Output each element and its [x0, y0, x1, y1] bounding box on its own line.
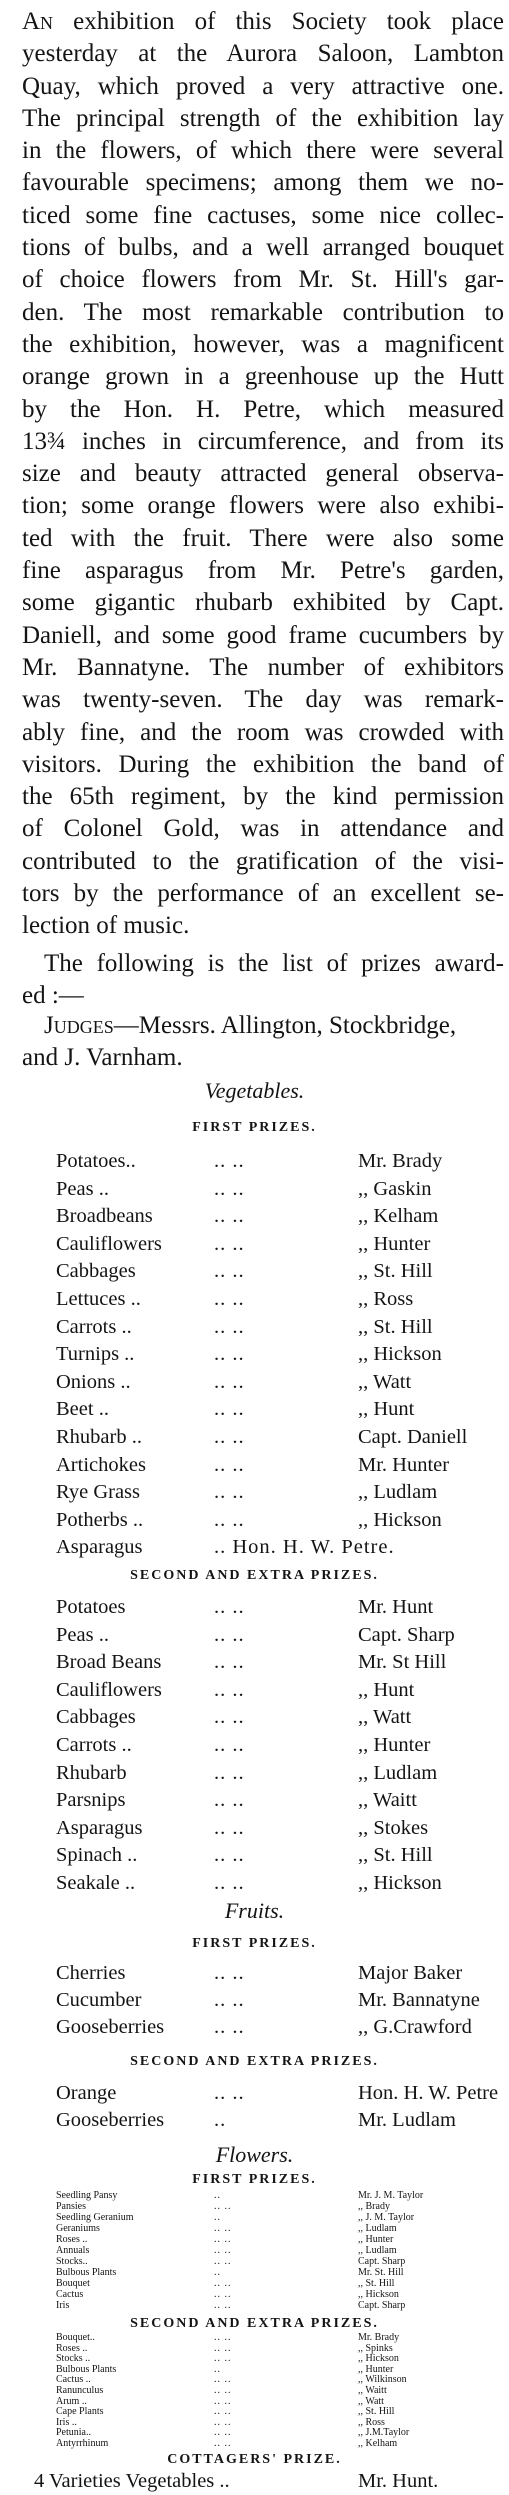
prize-winner: ,, Kelham: [358, 2438, 398, 2449]
leader-dots: .. ..: [214, 1596, 245, 1618]
prize-item: Artichokes: [56, 1453, 146, 1476]
prize-winner: ,, Gaskin: [358, 1177, 432, 1200]
leader-dots: .. ..: [214, 1989, 245, 2011]
prize-winner: ,, Hunt: [358, 1398, 415, 1421]
prize-item: Rhubarb ..: [56, 1426, 142, 1448]
prize-row: [0, 1452, 509, 1479]
prize-row: [0, 1396, 509, 1423]
prize-winner: ,, Ludlam: [358, 1481, 438, 1504]
prize-item: Onions ..: [56, 1370, 131, 1393]
leader-dots: .. ..: [214, 1508, 245, 1531]
intro-line: visitors. During the exhibition the band of: [22, 750, 504, 778]
prize-item: Antyrrhinum: [56, 2438, 109, 2449]
leader-dots: .. ..: [214, 2332, 232, 2343]
intro-line: tion; some orange flowers were also exhibi-: [22, 492, 504, 520]
leader-dots: .. ..: [214, 2082, 245, 2104]
prize-winner: ,, Hunter: [358, 1232, 431, 1255]
prize-row: [0, 1815, 509, 1842]
prize-winner: Mr. St. Hill: [358, 2267, 404, 2278]
prize-winner: ,, Ludlam: [358, 2245, 397, 2256]
cottagers-winner: Mr. Hunt.: [358, 2470, 439, 2492]
intro-line: ably fine, and the room was crowded with: [22, 718, 504, 746]
intro-line: tions of bulbs, and a well arranged bouquet: [22, 234, 504, 262]
prize-winner: ,, Hunter: [358, 2363, 394, 2375]
prize-winner: ,, Waitt: [358, 2385, 387, 2396]
prize-item: Stocks ..: [56, 2353, 91, 2365]
prize-row: [0, 2427, 509, 2438]
prize-winner: ,, Kelham: [358, 1205, 439, 1228]
prize-row: [0, 2353, 509, 2364]
leader-dots: .. ..: [214, 1426, 245, 1448]
prizes-intro-paragraph: [22, 948, 504, 1013]
cottagers-item: 4 Varieties Vegetables ..: [34, 2470, 230, 2492]
intro-line: fine asparagus from Mr. Petre's garden,: [22, 557, 504, 585]
prize-item: Potherbs ..: [56, 1508, 144, 1531]
prize-item: Orange: [56, 2082, 117, 2104]
prize-row: [0, 2343, 509, 2354]
prize-row: [0, 1341, 509, 1368]
intro-line-text: exhibition of this Society took place: [53, 8, 504, 35]
subhead-cottagers: COTTAGERS' PRIZE.: [167, 2452, 342, 2467]
prize-item: Seedling Geranium: [56, 2212, 134, 2223]
prize-winner: ,, Hunter: [358, 1734, 431, 1756]
prize-row: [0, 2289, 509, 2300]
prize-item: Cactus: [56, 2289, 84, 2300]
prize-winner: Mr. Hunter: [358, 1453, 450, 1476]
prize-row: [0, 1369, 509, 1396]
leader-dots: .. ..: [214, 2416, 232, 2428]
prize-row: [0, 1842, 509, 1869]
intro-line: the exhibition, however, was a magnificent: [22, 330, 504, 358]
prize-item: Bulbous Plants: [56, 2267, 117, 2278]
prize-row: [0, 1870, 509, 1897]
judges-line-2: and J. Varnham.: [22, 1044, 183, 1071]
leader-dots: ..: [214, 2267, 221, 2278]
prize-winner: Capt. Daniell: [358, 1426, 468, 1448]
intro-line: [22, 6, 504, 38]
judges-label: Judges: [44, 1012, 114, 1039]
subhead-flowers-extra: SECOND AND EXTRA PRIZES.: [130, 2316, 379, 2331]
prize-winner: ,, Ross: [358, 2416, 385, 2428]
prize-row: [0, 1314, 509, 1341]
prize-row: [0, 1424, 509, 1451]
prize-item: Cauliflowers: [56, 1678, 162, 1701]
prize-winner: Mr. Ludlam: [358, 2109, 456, 2131]
prize-row: [0, 2267, 509, 2278]
prize-winner: Capt. Sharp: [358, 2300, 406, 2311]
prize-winner: Mr. J. M. Taylor: [358, 2190, 424, 2201]
subhead-flowers-first: FIRST PRIZES.: [192, 2172, 317, 2187]
leader-dots: .. ..: [214, 1651, 245, 1674]
leader-dots: .. ..: [214, 1315, 245, 1338]
prize-winner: Mr. St Hill: [358, 1651, 447, 1674]
leader-dots: .. ..: [214, 2234, 232, 2245]
intro-paragraph: [22, 6, 504, 943]
prizes-intro-line: ed :—: [22, 982, 84, 1010]
prize-row: [0, 1479, 509, 1506]
leader-dots: .. ..: [214, 2438, 232, 2449]
prize-item: Cucumber: [56, 1989, 142, 2011]
prize-winner: Mr. Bannatyne: [358, 1989, 480, 2011]
prize-winner: ,, Waitt: [358, 1789, 417, 1812]
intro-line: lection of music.: [22, 912, 190, 940]
leader-dots: .. ..: [214, 2223, 232, 2234]
prize-winner: ,, Ross: [358, 1288, 414, 1310]
prize-winner: ,, St. Hill: [358, 1844, 433, 1867]
prize-winner: ,, Watt: [358, 1706, 412, 1729]
prize-row: [0, 2406, 509, 2417]
prize-row: [0, 2417, 509, 2428]
prize-item: Carrots ..: [56, 1315, 132, 1338]
intro-line: yesterday at the Aurora Saloon, Lambton: [22, 40, 504, 68]
prize-row: [0, 2256, 509, 2267]
prize-winner: ,, Hickson: [358, 1508, 442, 1531]
leader-dots: .. ..: [214, 2427, 232, 2439]
prize-item: Lettuces ..: [56, 1288, 141, 1310]
prize-winner: Capt. Sharp: [358, 1623, 455, 1646]
prize-item: Potatoes..: [56, 1150, 136, 1172]
prize-winner: ,, St. Hill: [358, 1260, 433, 1283]
prize-item: Rye Grass: [56, 1481, 141, 1504]
leader-dots: .. ..: [214, 2278, 232, 2289]
intro-line: size and beauty attracted general observa-: [22, 460, 504, 488]
prize-item: Cabbages: [56, 1260, 136, 1283]
prize-winner: ,, Hickson: [358, 2289, 399, 2300]
prizes-intro-line: The following is the list of prizes award-: [44, 950, 504, 977]
prize-item: Gooseberries: [56, 2109, 165, 2131]
intro-line: by the Hon. H. Petre, which measured: [22, 395, 504, 423]
prize-row: [0, 1176, 509, 1203]
prize-item: Peas ..: [56, 1623, 109, 1646]
prize-row: [0, 2080, 509, 2107]
leader-dots: .. ..: [214, 2385, 232, 2396]
prize-row: [0, 1507, 509, 1534]
cottagers-row: [0, 2468, 509, 2495]
prize-row: [0, 1534, 509, 1561]
prize-row: [0, 2332, 509, 2343]
prize-winner: ,, Hickson: [358, 1872, 442, 1894]
prize-winner: ,, St. Hill: [358, 2406, 395, 2418]
leader-dots: .. Hon. H. W. Petre.: [214, 1536, 395, 1559]
prize-row: [0, 1203, 509, 1230]
leader-dots: .. ..: [214, 1962, 245, 1984]
prize-winner: ,, St. Hill: [358, 2278, 395, 2289]
prize-item: Roses ..: [56, 2234, 88, 2245]
prize-winner: ,, Hickson: [358, 2353, 399, 2365]
prize-item: Geraniums: [56, 2223, 100, 2234]
prize-item: Annuals: [56, 2245, 90, 2256]
prize-item: Cherries: [56, 1962, 126, 1984]
leader-dots: .. ..: [214, 2201, 232, 2212]
prize-row: [0, 2190, 509, 2201]
prize-item: Cactus ..: [56, 2374, 91, 2386]
intro-line: of Colonel Gold, was in attendance and: [22, 815, 504, 843]
prize-item: Arum ..: [56, 2395, 87, 2407]
prize-row: [0, 1704, 509, 1731]
leader-dots: .. ..: [214, 1288, 245, 1310]
subhead-vegetables-extra: SECOND AND EXTRA PRIZES.: [130, 1568, 379, 1583]
prize-row: [0, 2212, 509, 2223]
prize-item: Pansies: [56, 2201, 86, 2212]
leader-dots: .. ..: [214, 1370, 245, 1393]
prize-item: Bouquet: [56, 2278, 90, 2289]
leader-dots: .. ..: [214, 1398, 245, 1421]
intro-line: The principal strength of the exhibition lay: [22, 104, 504, 132]
prize-item: Broadbeans: [56, 1205, 153, 1228]
intro-line: was twenty-seven. The day was remark-: [22, 686, 504, 714]
leader-dots: .. ..: [214, 1816, 245, 1839]
prize-row: [0, 1987, 509, 2014]
section-heading-vegetables: Vegetables.: [204, 1078, 305, 1103]
leader-dots: .. ..: [214, 1623, 245, 1646]
prize-winner: ,, Ludlam: [358, 2223, 397, 2234]
prize-row: [0, 2438, 509, 2449]
prize-item: Rhubarb: [56, 1761, 127, 1784]
prize-winner: Mr. Brady: [358, 2332, 400, 2343]
intro-line: tors by the performance of an excellent se-: [22, 880, 504, 908]
intro-line: contributed to the gratification of the visi-: [22, 847, 504, 875]
leader-dots: .. ..: [214, 1761, 245, 1784]
leader-dots: .. ..: [214, 1872, 245, 1894]
leader-dots: .. ..: [214, 2016, 245, 2038]
prize-row: [0, 1148, 509, 1175]
prize-item: Roses ..: [56, 2342, 88, 2354]
prize-item: Peas ..: [56, 1177, 109, 1200]
leader-dots: .. ..: [214, 1678, 245, 1701]
leader-dots: .. ..: [214, 2256, 232, 2267]
section-heading-flowers: Flowers.: [215, 2142, 294, 2167]
prize-item: Stocks..: [56, 2256, 88, 2267]
judges-line-1: [22, 1010, 504, 1042]
prize-winner: ,, Watt: [358, 2395, 384, 2407]
prize-row: [0, 2245, 509, 2256]
prize-winner: ,, Hickson: [358, 1343, 442, 1366]
subhead-fruits-extra: SECOND AND EXTRA PRIZES.: [130, 2054, 379, 2069]
prize-item: Turnips ..: [56, 1343, 135, 1366]
prize-item: Broad Beans: [56, 1651, 162, 1674]
leader-dots: .. ..: [214, 1150, 245, 1172]
leader-dots: .. ..: [214, 1453, 245, 1476]
prize-item: Asparagus: [56, 1816, 143, 1839]
leader-dots: .. ..: [214, 2342, 232, 2354]
intro-line: orange grown in a greenhouse up the Hutt: [22, 363, 504, 391]
prize-item: Bouquet..: [56, 2332, 95, 2343]
leader-dots: ..: [214, 2363, 221, 2375]
prize-row: [0, 1594, 509, 1621]
prize-item: Beet ..: [56, 1398, 109, 1421]
section-heading-fruits: Fruits.: [224, 1898, 285, 1923]
prize-item: Carrots ..: [56, 1734, 132, 1756]
prize-item: Iris ..: [56, 2416, 77, 2428]
prize-item: Petunia..: [56, 2427, 91, 2439]
judges-text-1: —Messrs. Allington, Stockbridge,: [113, 1012, 457, 1039]
prize-winner: Mr. Brady: [358, 1150, 443, 1172]
intro-line: of choice flowers from Mr. St. Hill's gar-: [22, 266, 504, 294]
intro-line: Quay, which proved a very attractive one.: [22, 72, 504, 100]
drop-word: An: [22, 8, 54, 35]
leader-dots: ..: [214, 2212, 221, 2223]
prize-item: Seedling Pansy: [56, 2190, 118, 2201]
prize-row: [0, 1649, 509, 1676]
leader-dots: .. ..: [214, 1343, 245, 1366]
prize-item: Asparagus: [56, 1536, 143, 1559]
prize-row: [0, 1960, 509, 1987]
prize-item: Ranunculus: [56, 2385, 104, 2396]
prize-item: Cape Plants: [56, 2406, 104, 2418]
leader-dots: .. ..: [214, 2245, 232, 2256]
prize-row: [0, 2278, 509, 2289]
prize-row: [0, 1231, 509, 1258]
prize-winner: ,, Hunter: [358, 2234, 394, 2245]
leader-dots: .. ..: [214, 1481, 245, 1504]
leader-dots: .. ..: [214, 2353, 232, 2365]
intro-line: Mr. Bannatyne. The number of exhibitors: [22, 653, 504, 681]
prize-row: [0, 1258, 509, 1285]
prize-item: Seakale ..: [56, 1872, 136, 1894]
prize-winner: ,, Spinks: [358, 2342, 393, 2354]
prize-winner: Hon. H. W. Petre: [358, 2082, 499, 2104]
leader-dots: .. ..: [214, 1789, 245, 1812]
leader-dots: .. ..: [214, 2300, 232, 2311]
prize-item: Parsnips: [56, 1789, 126, 1812]
prize-row: [0, 1677, 509, 1704]
prize-row: [0, 2385, 509, 2396]
intro-line: ted with the fruit. There were also some: [22, 524, 504, 552]
intro-line: in the flowers, of which there were several: [22, 137, 504, 165]
prize-row: [0, 2223, 509, 2234]
prize-winner: Major Baker: [358, 1962, 463, 1984]
intro-line: Daniell, and some good frame cucumbers by: [22, 621, 504, 649]
leader-dots: .. ..: [214, 2374, 232, 2386]
prize-row: [0, 2014, 509, 2041]
leader-dots: .. ..: [214, 2289, 232, 2300]
prize-winner: Mr. Hunt: [358, 1596, 434, 1618]
leader-dots: .. ..: [214, 1177, 245, 1200]
leader-dots: .. ..: [214, 1205, 245, 1228]
prize-item: Iris: [56, 2300, 70, 2311]
leader-dots: .. ..: [214, 1260, 245, 1283]
leader-dots: .. ..: [214, 1706, 245, 1729]
prize-row: [0, 2364, 509, 2375]
judges-line: [22, 1010, 504, 1074]
prize-winner: ,, Brady: [358, 2201, 390, 2212]
prize-winner: ,, Stokes: [358, 1816, 429, 1839]
leader-dots: .. ..: [214, 1844, 245, 1867]
prize-row: [0, 1787, 509, 1814]
intro-line: 13¾ inches in circumference, and from its: [22, 427, 504, 455]
prize-winner: ,, J. M. Taylor: [358, 2212, 415, 2223]
prize-row: [0, 1622, 509, 1649]
leader-dots: .. ..: [214, 1232, 245, 1255]
prize-winner: ,, G.Crawford: [358, 2016, 472, 2038]
prize-winner: ,, Watt: [358, 1370, 412, 1393]
leader-dots: ..: [214, 2109, 227, 2131]
prize-row: [0, 2201, 509, 2212]
prize-row: [0, 2300, 509, 2311]
intro-line: den. The most remarkable contribution to: [22, 298, 504, 326]
prize-winner: Capt. Sharp: [358, 2256, 406, 2267]
prize-item: Cabbages: [56, 1706, 136, 1729]
subhead-fruits-first: FIRST PRIZES.: [192, 1936, 317, 1951]
prize-row: [0, 1286, 509, 1313]
leader-dots: .. ..: [214, 1734, 245, 1756]
prize-item: Bulbous Plants: [56, 2363, 117, 2375]
prize-item: Gooseberries: [56, 2016, 165, 2038]
prize-row: [0, 2396, 509, 2407]
prize-row: [0, 2374, 509, 2385]
leader-dots: ..: [214, 2190, 221, 2201]
prize-item: Potatoes: [56, 1596, 126, 1618]
leader-dots: .. ..: [214, 2406, 232, 2418]
intro-line: the 65th regiment, by the kind permission: [22, 783, 504, 811]
intro-line: ticed some fine cactuses, some nice collec-: [22, 201, 504, 229]
prize-winner: ,, Ludlam: [358, 1761, 438, 1784]
prize-winner: ,, St. Hill: [358, 1315, 433, 1338]
prize-row: [0, 2234, 509, 2245]
prize-winner: ,, Hunt: [358, 1678, 415, 1701]
intro-line: favourable specimens; among them we no-: [22, 169, 504, 197]
prize-winner: ,, Wilkinson: [358, 2374, 407, 2386]
prize-winner: ,, J.M.Taylor: [358, 2427, 410, 2439]
subhead-vegetables-first: FIRST PRIZES.: [192, 1120, 317, 1135]
prize-row: [0, 1760, 509, 1787]
prize-item: Cauliflowers: [56, 1232, 162, 1255]
leader-dots: .. ..: [214, 2395, 232, 2407]
intro-line: some gigantic rhubarb exhibited by Capt.: [22, 589, 504, 617]
prize-row: [0, 2107, 509, 2134]
prize-item: Spinach ..: [56, 1844, 138, 1867]
prize-row: [0, 1732, 509, 1759]
